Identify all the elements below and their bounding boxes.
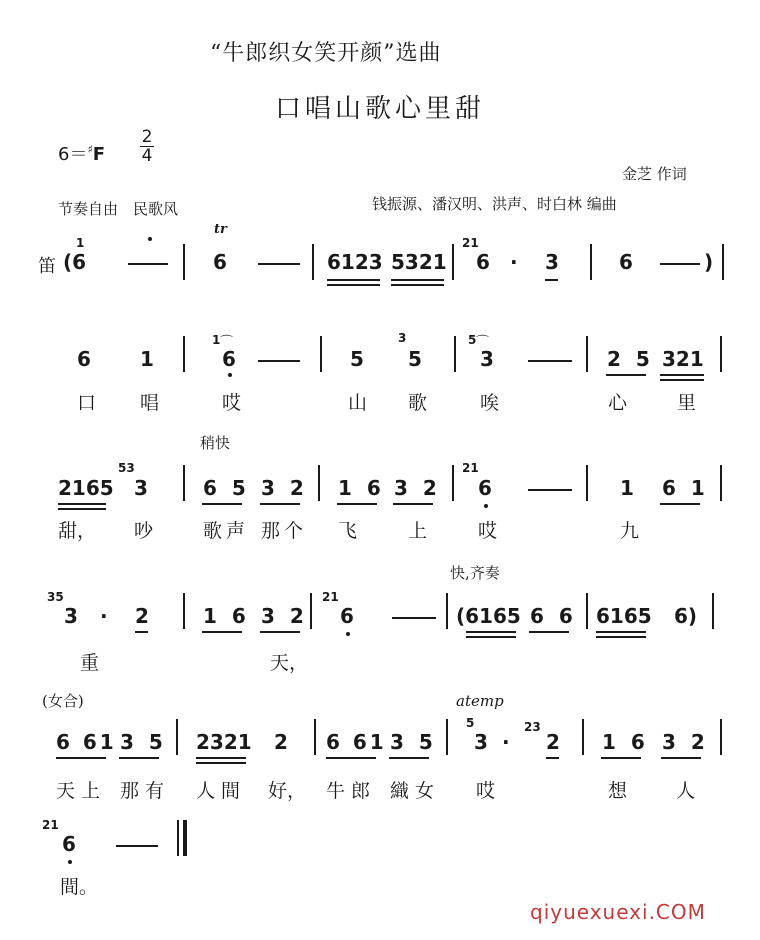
underline [606, 374, 646, 376]
note-group: 6 5 [203, 476, 250, 500]
lyric: 好， [268, 780, 307, 802]
fermata-icon: ⌒ [476, 335, 490, 350]
barline [452, 465, 454, 501]
lyric: 飞 [338, 520, 358, 542]
key-signature: 6＝♯F [58, 143, 106, 165]
composer-credit: 钱振源、潘汉明、洪声、时白林 编曲 [372, 195, 617, 213]
sustain-dash [128, 263, 168, 265]
note: 3 [474, 730, 488, 754]
sustain-dash [258, 263, 300, 265]
low-octave-dot [228, 373, 232, 377]
note-group: 1 6 [602, 730, 649, 754]
underline [337, 503, 377, 505]
barline [176, 719, 178, 755]
underline [260, 631, 300, 633]
lyric: 唉 [480, 392, 500, 414]
underline [202, 503, 242, 505]
intro-note-3: 6 [476, 250, 490, 274]
note-group: 3 5 [120, 730, 167, 754]
lyric: 山 [348, 392, 368, 414]
underline [596, 631, 646, 633]
barline [722, 244, 724, 280]
note: 2 [135, 604, 149, 628]
song-collection-title: “牛郎织女笑开颜”选曲 [210, 41, 442, 66]
barline [446, 593, 448, 629]
tempo-marking: atemp [456, 692, 504, 710]
grace-note: 3 [398, 331, 407, 345]
note-group: 6 6 [530, 604, 577, 628]
lyric: 甜， [58, 520, 97, 542]
barline [183, 244, 185, 280]
high-octave-dot [148, 237, 152, 241]
low-octave-dot [346, 632, 350, 636]
lyric: 人 [676, 780, 696, 802]
note-group: 1 6 [338, 476, 385, 500]
low-octave-dot [68, 860, 72, 864]
barline [582, 719, 584, 755]
lyric: 織女 [390, 780, 441, 802]
barline [310, 593, 312, 629]
barline [446, 719, 448, 755]
underline [661, 757, 701, 759]
grace-note: 21 [42, 818, 59, 832]
underline [327, 284, 380, 286]
underline [389, 757, 429, 759]
barline [590, 244, 592, 280]
barline [586, 465, 588, 501]
lyric: 哎 [478, 520, 498, 542]
sustain-dash [258, 360, 300, 362]
underline [391, 284, 444, 286]
underline [596, 636, 646, 638]
barline [320, 336, 322, 372]
tempo-marking: 节奏自由 民歌风 [58, 200, 179, 218]
grace-note: 23 [524, 720, 541, 734]
underline [119, 757, 159, 759]
underline [260, 503, 300, 505]
final-barline-thick [183, 820, 187, 856]
barline [318, 465, 320, 501]
note-group: 3 2 [261, 604, 308, 628]
note-group: (6165 [456, 604, 521, 628]
lyric: 哎 [476, 780, 496, 802]
underline [601, 757, 641, 759]
lyric: 想 [608, 780, 628, 802]
grace-note: 21 [462, 461, 479, 475]
underline [56, 757, 106, 759]
barline [586, 336, 588, 372]
duration-dot: · [502, 730, 510, 754]
underline [546, 757, 559, 759]
lyric: 天上 [56, 780, 107, 802]
intro-group-2: 5321 [391, 250, 447, 274]
voice-part: (女合) [42, 692, 84, 710]
lyric: 上 [408, 520, 428, 542]
underline [135, 631, 148, 633]
underline [545, 279, 558, 281]
note-group: 1 6 [203, 604, 250, 628]
underline [58, 508, 106, 510]
lyric: 歌声 [203, 520, 250, 542]
underline [660, 374, 704, 376]
intro-note-1: (6 [63, 250, 87, 274]
lyric: 歌 [408, 392, 428, 414]
note-group: 3 5 [390, 730, 437, 754]
lyric: 口 [77, 392, 97, 414]
lyric: 心 [608, 392, 628, 414]
lyric: 間。 [60, 876, 99, 898]
final-barline-thin [177, 820, 179, 856]
note-group: 2 5 [607, 347, 654, 371]
note: 2 [274, 730, 288, 754]
intro-note-5: 6 [619, 250, 633, 274]
fermata-icon: ⌒ [220, 335, 234, 350]
note-group: 6 61 [56, 730, 117, 754]
grace-note: 53 [118, 461, 135, 475]
barline [720, 336, 722, 372]
barline [454, 336, 456, 372]
lyricist-credit: 金芝 作词 [622, 165, 687, 183]
lyric: 牛郎 [326, 780, 377, 802]
grace-note: 5 [466, 716, 475, 730]
lyric: 吵 [134, 520, 154, 542]
underline [202, 631, 242, 633]
intro-group-1: 6123 [327, 250, 383, 274]
underline [326, 757, 376, 759]
underline [391, 279, 444, 281]
grace-note: 5 [468, 333, 477, 347]
lyric: 哎 [222, 392, 242, 414]
note-group: 321 [662, 347, 704, 371]
instrument-label: 笛 [38, 256, 56, 277]
sustain-dash [116, 845, 158, 847]
note: 6 [222, 347, 236, 371]
trill-mark: tr [214, 222, 227, 237]
sustain-dash [528, 489, 572, 491]
note: 6 [77, 347, 91, 371]
note: 5 [350, 347, 364, 371]
note-group: 2321 [196, 730, 252, 754]
note-close: 6) [674, 604, 698, 628]
barline [312, 244, 314, 280]
barline [183, 465, 185, 501]
tempo-marking: 快,齐奏 [450, 564, 500, 582]
lyric: 人間 [196, 780, 247, 802]
note: 3 [134, 476, 148, 500]
duration-dot: · [510, 250, 518, 274]
underline [196, 757, 246, 759]
note: 6 [478, 476, 492, 500]
barline [720, 719, 722, 755]
duration-dot: · [100, 604, 108, 628]
lyric: 那个 [261, 520, 308, 542]
tempo-marking: 稍快 [200, 434, 231, 452]
barline [183, 336, 185, 372]
sustain-dash [392, 617, 436, 619]
time-signature: 2 4 [141, 127, 153, 166]
grace-note: 1 [212, 333, 221, 347]
song-title: 口唱山歌心里甜 [275, 94, 486, 124]
lyric: 里 [677, 392, 697, 414]
note: 6 [62, 832, 76, 856]
lyric: 唱 [140, 392, 160, 414]
underline [660, 503, 700, 505]
intro-grace-1: 1 [76, 236, 85, 250]
note-group: 2165 [58, 476, 114, 500]
barline [712, 593, 714, 629]
lyric: 九 [620, 520, 640, 542]
lyric: 天， [270, 652, 309, 674]
low-octave-dot [484, 504, 488, 508]
note: 5 [408, 347, 422, 371]
note: 1 [140, 347, 154, 371]
underline [660, 379, 704, 381]
sustain-dash [528, 360, 572, 362]
note: 1 [620, 476, 634, 500]
note-group: 6165 [596, 604, 652, 628]
note: 2 [546, 730, 560, 754]
underline [58, 503, 106, 505]
underline [327, 279, 380, 281]
underline [529, 631, 569, 633]
barline [586, 593, 588, 629]
note-group: 6 61 [326, 730, 387, 754]
watermark-logo: qiyuexuexi.COM [530, 900, 706, 924]
grace-note: 21 [322, 590, 339, 604]
barline [452, 244, 454, 280]
sustain-dash [660, 263, 700, 265]
note: 3 [480, 347, 494, 371]
note: 6 [340, 604, 354, 628]
lyric: 重 [80, 652, 100, 674]
note-group: 3 2 [662, 730, 709, 754]
underline [393, 503, 433, 505]
underline [466, 636, 516, 638]
note-group: 3 2 [261, 476, 308, 500]
barline [720, 465, 722, 501]
intro-note-2: 6 [213, 250, 227, 274]
underline [196, 762, 246, 764]
barline [183, 593, 185, 629]
underline [466, 631, 516, 633]
note-group: 6 1 [662, 476, 709, 500]
note: 3 [64, 604, 78, 628]
intro-grace-2: 21 [462, 236, 479, 250]
grace-note: 35 [47, 590, 64, 604]
barline [314, 719, 316, 755]
intro-note-4: 3 [545, 250, 559, 274]
note-group: 3 2 [394, 476, 441, 500]
intro-close: ) [704, 250, 714, 274]
lyric: 那有 [120, 780, 171, 802]
